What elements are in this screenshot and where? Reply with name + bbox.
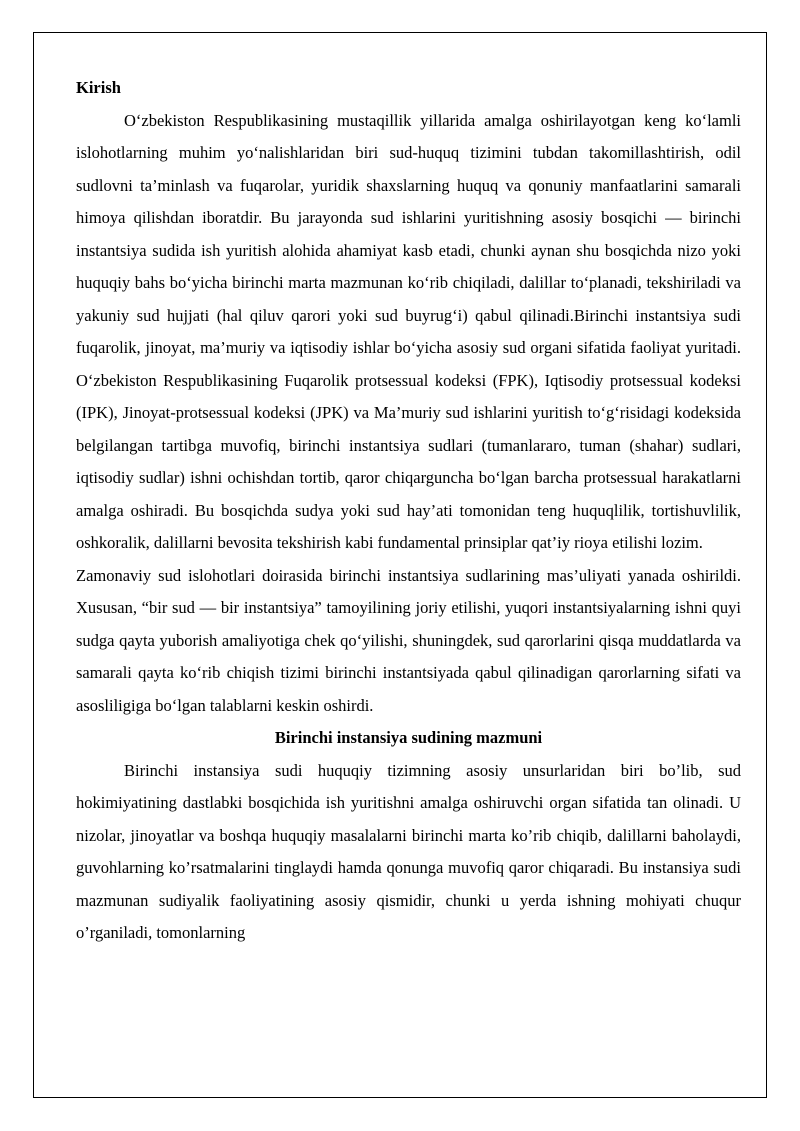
- reform-paragraph: Zamonaviy sud islohotlari doirasida birinchi instantsiya sudlarining mas’uliyati yanada oshirildi. Xususan, “bir sud — bir instantsiya” tamoyilining joriy etilishi, yuqori instantsiyalarning ishni quyi sudga qayta yuborish amaliyotiga chek qo‘yilishi, shuningdek, sud qarorlarini qisqa muddatlarda va samarali qayta ko‘rib chiqish tizimi birinchi instantsiyada qabul qilinadigan qarorlarning sifati va asosliligiga bo‘lgan talablarni keskin oshirdi.: [76, 565, 741, 715]
- document-heading: Kirish: [76, 78, 121, 97]
- section-paragraph: Birinchi instansiya sudi huquqiy tizimning asosiy unsurlaridan biri bo’lib, sud hokimiyatining dastlabki bosqichida ish yuritishni amalga oshiruvchi organ sifatida tan olinadi. U nizolar, jinoyatlar va boshqa huquqiy masalalarni birinchi marta ko’rib chiqib, dalillarni baholaydi, guvohlarning ko’rsatmalarini tinglaydi hamda qonunga muvofiq qaror chiqaradi. Bu instansiya sudi mazmunan sudiyalik faoliyatining asosiy qismidir, chunki u yerda ishning mohiyati chuqur o’rganiladi, tomonlarning: [76, 760, 741, 942]
- intro-paragraph: O‘zbekiston Respublikasining mustaqillik yillarida amalga oshirilayotgan keng ko‘lamli islohotlarning muhim yo‘nalishlaridan biri sud-huquq tizimini tubdan takomillashtirish, odil sudlovni ta’minlash va fuqarolar, yuridik shaxslarning huquq va qonuniy manfaatlarini samarali himoya qilishdan iboratdir. Bu jarayonda sud ishlarini yuritishning asosiy bosqichi — birinchi instantsiya sudida ish yuritish alohida ahamiyat kasb etadi, chunki aynan shu bosqichda nizo yoki huquqiy bahs bo‘yicha birinchi marta mazmunan ko‘rib chiqiladi, dalillar to‘planadi, tekshiriladi va yakuniy sud hujjati (hal qiluv qarori yoki sud buyrug‘i) qabul qilinadi.Birinchi instantsiya sudi fuqarolik, jinoyat, ma’muriy va iqtisodiy ishlar bo‘yicha asosiy sud organi sifatida faoliyat yuritadi. O‘zbekiston Respublikasining Fuqarolik protsessual kodeksi (FPK), Iqtisodiy protsessual kodeksi (IPK), Jinoyat-protsessual kodeksi (JPK) va Ma’muriy sud ishlarini yuritish to‘g‘risidagi kodeksida belgilangan tartibga muvofiq, birinchi instantsiya sudlari (tumanlararo, tuman (shahar) sudlari, iqtisodiy sudlar) ishni ochishdan tortib, qaror chiqarguncha bo‘lgan barcha protsessual harakatlarni amalga oshiradi. Bu bosqichda sudya yoki sud hay’ati tomonidan teng huquqlilik, tortishuvlilik, oshkoralik, dalillarni bevosita tekshirish kabi fundamental prinsiplar qat’iy rioya etilishi lozim.: [76, 110, 741, 552]
- document-body: [76, 72, 741, 950]
- section-title: Birinchi instansiya sudining mazmuni: [274, 728, 543, 747]
